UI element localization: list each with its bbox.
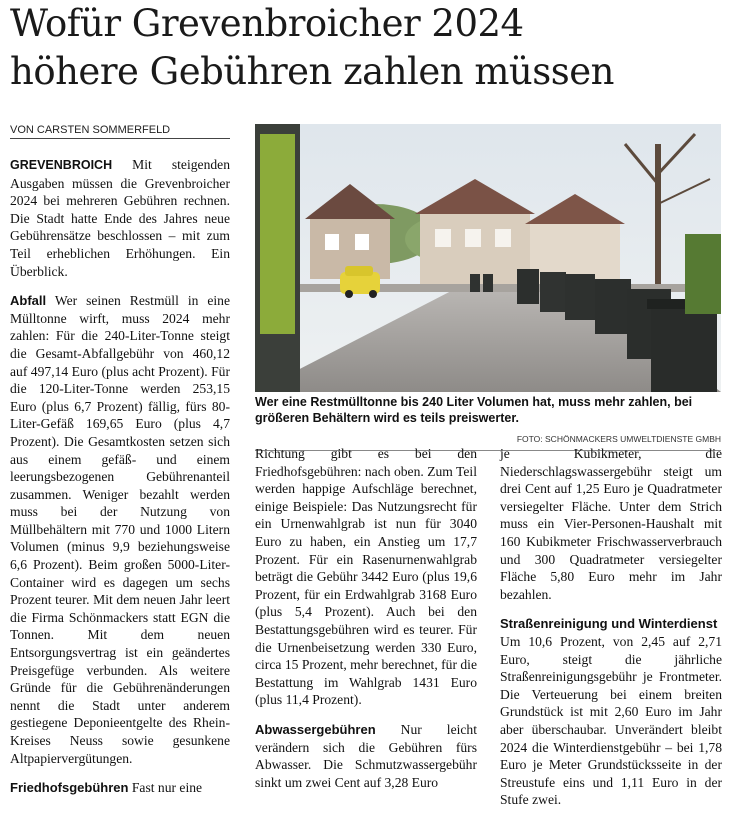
intro-text: Mit steigenden Ausgaben müssen die Grevenbroicher 2024 bei mehreren Gebühren rechnen. Die Stadt hatte Ende des Jahres neue Gebührensätze beschlossen – mit zum Teil erheblichen Erhöhungen. Ein Überblick. — [10, 157, 230, 279]
abfall-paragraph — [10, 292, 230, 767]
photo-caption — [255, 394, 721, 451]
abwasser-paragraph — [255, 721, 477, 791]
friedhof-heading: Friedhofsgebühren — [10, 780, 129, 796]
friedhof-text-start: Fast nur eine — [128, 780, 203, 796]
intro-paragraph — [10, 156, 230, 280]
strasse-paragraph — [500, 615, 722, 809]
strasse-heading: Straßenreinigung und Winterdienst — [500, 616, 718, 632]
abfall-text: Wer seinen Restmüll in eine Mülltonne wirft, muss 2024 mehr zahlen: Für die 240-Liter-Tonne steigt die Gesamt-Abfallgebühr von 460,12 auf 497,14 Euro (plus acht Prozent). Für die 120-Liter-Tonne werden 253,15 Euro (plus 6,7 Prozent) fällig, fürs 80-Liter-Gefäß 169,65 Euro (plus 4,7 Prozent). Die Gesamtkosten setzen sich aus einem gefäß- und einem leerungsbezogenen Gebührenanteil zusammen. Weniger bezahlt werden muss bei der Nutzung von Müllbehältern mit 770 und 1000 Litern Volumen (minus 9,9 beziehungsweise 6,6 Prozent). Beim großen 5000-Liter-Container wird es dagegen um sechs Prozent teurer. Mit dem neuen Jahr leert die Firma Schönmackers statt EGN die Tonnen. Mit dem neuen Entsorgungsvertrag ist ein geändertes Preisgefüge verbunden. Als weitere Gründe für die Gebührenänderungen nennt die Stadt unter anderem gestiegene Deponieentgelte des Rhein-Kreises Neuss sowie gesunkene Altpapiervergütungen. — [10, 293, 230, 766]
friedhof-paragraph-start — [10, 779, 230, 797]
abwasser-text: Nur leicht verändern sich die Gebühren fürs Abwasser. Die Schmutzwassergebühr sinkt um zwei Cent auf 3,28 Euro — [255, 721, 477, 790]
dateline: GREVENBROICH — [10, 158, 113, 172]
column-3 — [500, 445, 722, 821]
column-2 — [255, 445, 477, 803]
column-1 — [10, 156, 230, 809]
article-headline — [10, 0, 730, 96]
byline: VON CARSTEN SOMMERFELD — [10, 124, 230, 139]
photo-credit: FOTO: SCHÖNMACKERS UMWELTDIENSTE GMBH — [516, 434, 721, 444]
abfall-heading: Abfall — [10, 293, 47, 309]
abwasser-paragraph-continued: je Kubikmeter, die Niederschlagswassergebühr steigt um drei Cent auf 1,25 Euro je Quadratmeter versiegelter Fläche. Unter dem Strich muss ein Vier-Personen-Haushalt mit 160 Kubikmeter Frischwasserverbrauch und 300 Quadratmeter versiegelter Fläche 5,80 Euro mehr im Jahr bezahlen. — [500, 446, 722, 602]
street-with-bins-image — [255, 124, 721, 392]
abwasser-heading: Abwassergebühren — [255, 721, 376, 737]
caption-text: Wer eine Restmülltonne bis 240 Liter Volumen hat, muss mehr zahlen, bei größeren Behältern wird es teils preiswerter. — [255, 395, 693, 425]
headline-line-1: Wofür Grevenbroicher 2024 — [10, 2, 524, 45]
friedhof-paragraph-continued: Richtung gibt es bei den Friedhofsgebühren: nach oben. Zum Teil werden happige Aufschläge berechnet, einige Beispiele: Das Nutzungsrecht für ein Urnenwahlgrab ist nun für 3040 Euro zu haben, ein Anstieg um 17,7 Prozent. Für ein Rasenurnenwahlgrab beträgt die Gebühr 3442 Euro (plus 19,6 Prozent, für ein Erdwahlgrab 3168 Euro (plus 5,4 Prozent). Auch bei den Bestattungsgebühren wird es teurer. Für die Urnenbeisetzung werden 330 Euro, circa 15 Prozent, mehr berechnet, für die Bestattung im Wahlgrab 1431 Euro (plus 11,4 Prozent). — [255, 446, 477, 708]
article-photo — [255, 124, 721, 392]
strasse-text: Um 10,6 Prozent, von 2,45 auf 2,71 Euro, steigt die jährliche Straßenreinigungsgebühr je Frontmeter. Die Verteuerung bei einem breiten Grundstück ist mit 2,60 Euro im Jahr aber überschaubar. Unverändert bleibt 2024 die Winterdienstgebühr – bei 1,78 Euro je Meter Grundstücksseite in der Streustufe eins und 1,11 Euro in der Stufe zwei. — [500, 633, 722, 808]
headline-line-2: höhere Gebühren zahlen müssen — [10, 50, 614, 93]
